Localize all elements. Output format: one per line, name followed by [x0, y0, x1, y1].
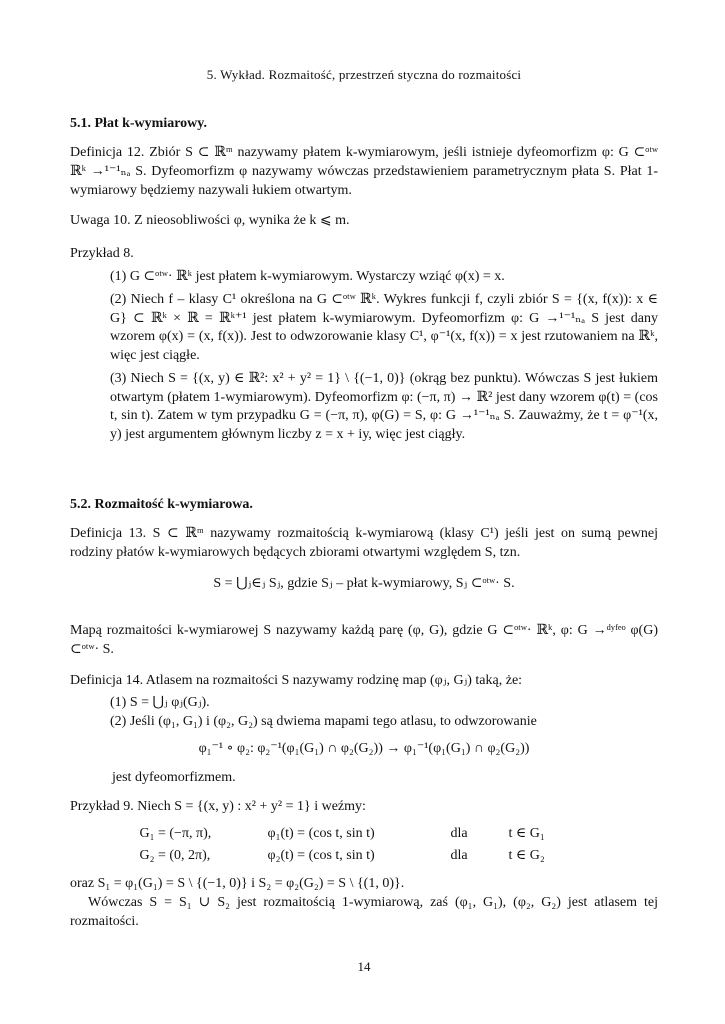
chart-for-1: dla: [450, 826, 468, 841]
example-9-heading: Przykład 9. Niech S = {(x, y) : x² + y² = 1} i weźmy:: [70, 799, 366, 814]
definition-14-item-1: (1) S = ⋃ⱼ φⱼ(Gⱼ).: [110, 695, 210, 710]
definition-13: Definicja 13. S ⊂ ℝᵐ nazywamy rozmaitością k-wymiarową (klasy C¹) jeśli jest on sumą pewnej rodziny płatów k-wymiarowych będących zbiorami otwartymi względem S, tzn.: [70, 526, 658, 560]
chart-domain-2: G₂ = (0, 2π),: [139, 847, 211, 863]
example-8-heading: Przykład 8.: [70, 246, 134, 261]
page-header: 5. Wykład. Rozmaitość, przestrzeń styczna do rozmaitości: [206, 67, 522, 82]
page-number: 14: [357, 959, 371, 974]
example-8-list: [86, 268, 658, 445]
chart-row-2: [70, 847, 658, 866]
chart-range-2: t ∈ G₂: [508, 847, 545, 863]
chart-map-2: φ₂(t) = (cos t, sin t): [267, 847, 375, 863]
atlas-conclusion: Wówczas S = S₁ ∪ S₂ jest rozmaitością 1-wymiarową, zaś (φ₁, G₁), (φ₂, G₂) jest atlasem tej rozmaitości.: [70, 895, 658, 929]
chart-row-1: [70, 825, 658, 844]
remark-10: Uwaga 10. Z nieosobliwości φ, wynika że k ⩽ m.: [70, 213, 350, 228]
section-5-1-heading: 5.1. Płat k-wymiarowy.: [70, 116, 208, 131]
definition-14-list: [86, 694, 658, 732]
sets-s1-s2: oraz S₁ = φ₁(G₁) = S \ {(−1, 0)} i S₂ = φ₂(G₂) = S \ {(1, 0)}.: [70, 876, 405, 891]
chart-range-1: t ∈ G₁: [508, 826, 545, 841]
section-5-2-heading: 5.2. Rozmaitość k-wymiarowa.: [70, 497, 253, 512]
definition-14-item-2: (2) Jeśli (φ₁, G₁) i (φ₂, G₂) są dwiema mapami tego atlasu, to odwzorowanie: [110, 713, 537, 729]
example-8-item-1: (1) G ⊂ᵒᵗʷ· ℝᵏ jest płatem k-wymiarowym. Wystarczy wziąć φ(x) = x.: [110, 269, 505, 284]
transition-map-equation: φ₁⁻¹ ∘ φ₂: φ₂⁻¹(φ₁(G₁) ∩ φ₂(G₂)) → φ₁⁻¹(φ₁(G₁) ∩ φ₂(G₂)): [198, 741, 530, 756]
chart-domain-1: G₁ = (−π, π),: [139, 826, 212, 841]
example-8-item-2: (2) Niech f – klasy C¹ określona na G ⊂ᵒᵗʷ ℝᵏ. Wykres funkcji f, czyli zbiór S = {(x, f(x)): x ∈ G} ⊂ ℝᵏ × ℝ = ℝᵏ⁺¹ jest płatem k-wymiarowym. Dyfeomorfizm φ: G →¹⁻¹ₙₐ S jest dany wzorem φ(x) = (x, f(x)). Jest to odwzorowanie klasy C¹, φ⁻¹(x, f(x)) = x jest rzutowaniem na ℝᵏ, więc jest ciągłe.: [110, 291, 658, 363]
union-equation: S = ⋃ⱼ∈ⱼ Sⱼ, gdzie Sⱼ – płat k-wymiarowy, Sⱼ ⊂ᵒᵗʷ· S.: [213, 576, 515, 591]
diffeomorphism-text: jest dyfeomorfizmem.: [112, 770, 236, 785]
example-8-item-3: (3) Niech S = {(x, y) ∈ ℝ²: x² + y² = 1} \ {(−1, 0)} (okrąg bez punktu). Wówczas S jest łukiem otwartym (płatem 1-wymiarowym). Dyfeomorfizm φ: (−π, π) → ℝ² jest dany wzorem φ(t) = (cos t, sin t). Zatem w tym przypadku G = (−π, π), φ(G) = S, φ: G →¹⁻¹ₙₐ S. Zauważmy, że t = φ⁻¹(x, y) jest argumentem głównym liczby z = x + iy, więc jest ciągły.: [110, 370, 658, 442]
chart-for-2: dla: [450, 847, 468, 863]
chart-map-1: φ₁(t) = (cos t, sin t): [267, 826, 375, 841]
example-9-charts: [70, 825, 658, 866]
definition-12: Definicja 12. Zbiór S ⊂ ℝᵐ nazywamy płatem k-wymiarowym, jeśli istnieje dyfeomorfizm φ: G ⊂ᵒᵗʷ ℝᵏ →¹⁻¹ₙₐ S. Dyfeomorfizm φ nazywamy wówczas przedstawieniem parametrycznym płata S. Płat 1-wymiarowy będziemy nazywali łukiem otwartym.: [70, 145, 658, 198]
definition-14: Definicja 14. Atlasem na rozmaitości S nazywamy rodzinę map (φⱼ, Gⱼ) taką, że:: [70, 673, 523, 688]
map-definition: Mapą rozmaitości k-wymiarowej S nazywamy każdą parę (φ, G), gdzie G ⊂ᵒᵗʷ· ℝᵏ, φ: G →ᵈʸᶠᵉᵒ φ(G) ⊂ᵒᵗʷ· S.: [70, 623, 658, 657]
